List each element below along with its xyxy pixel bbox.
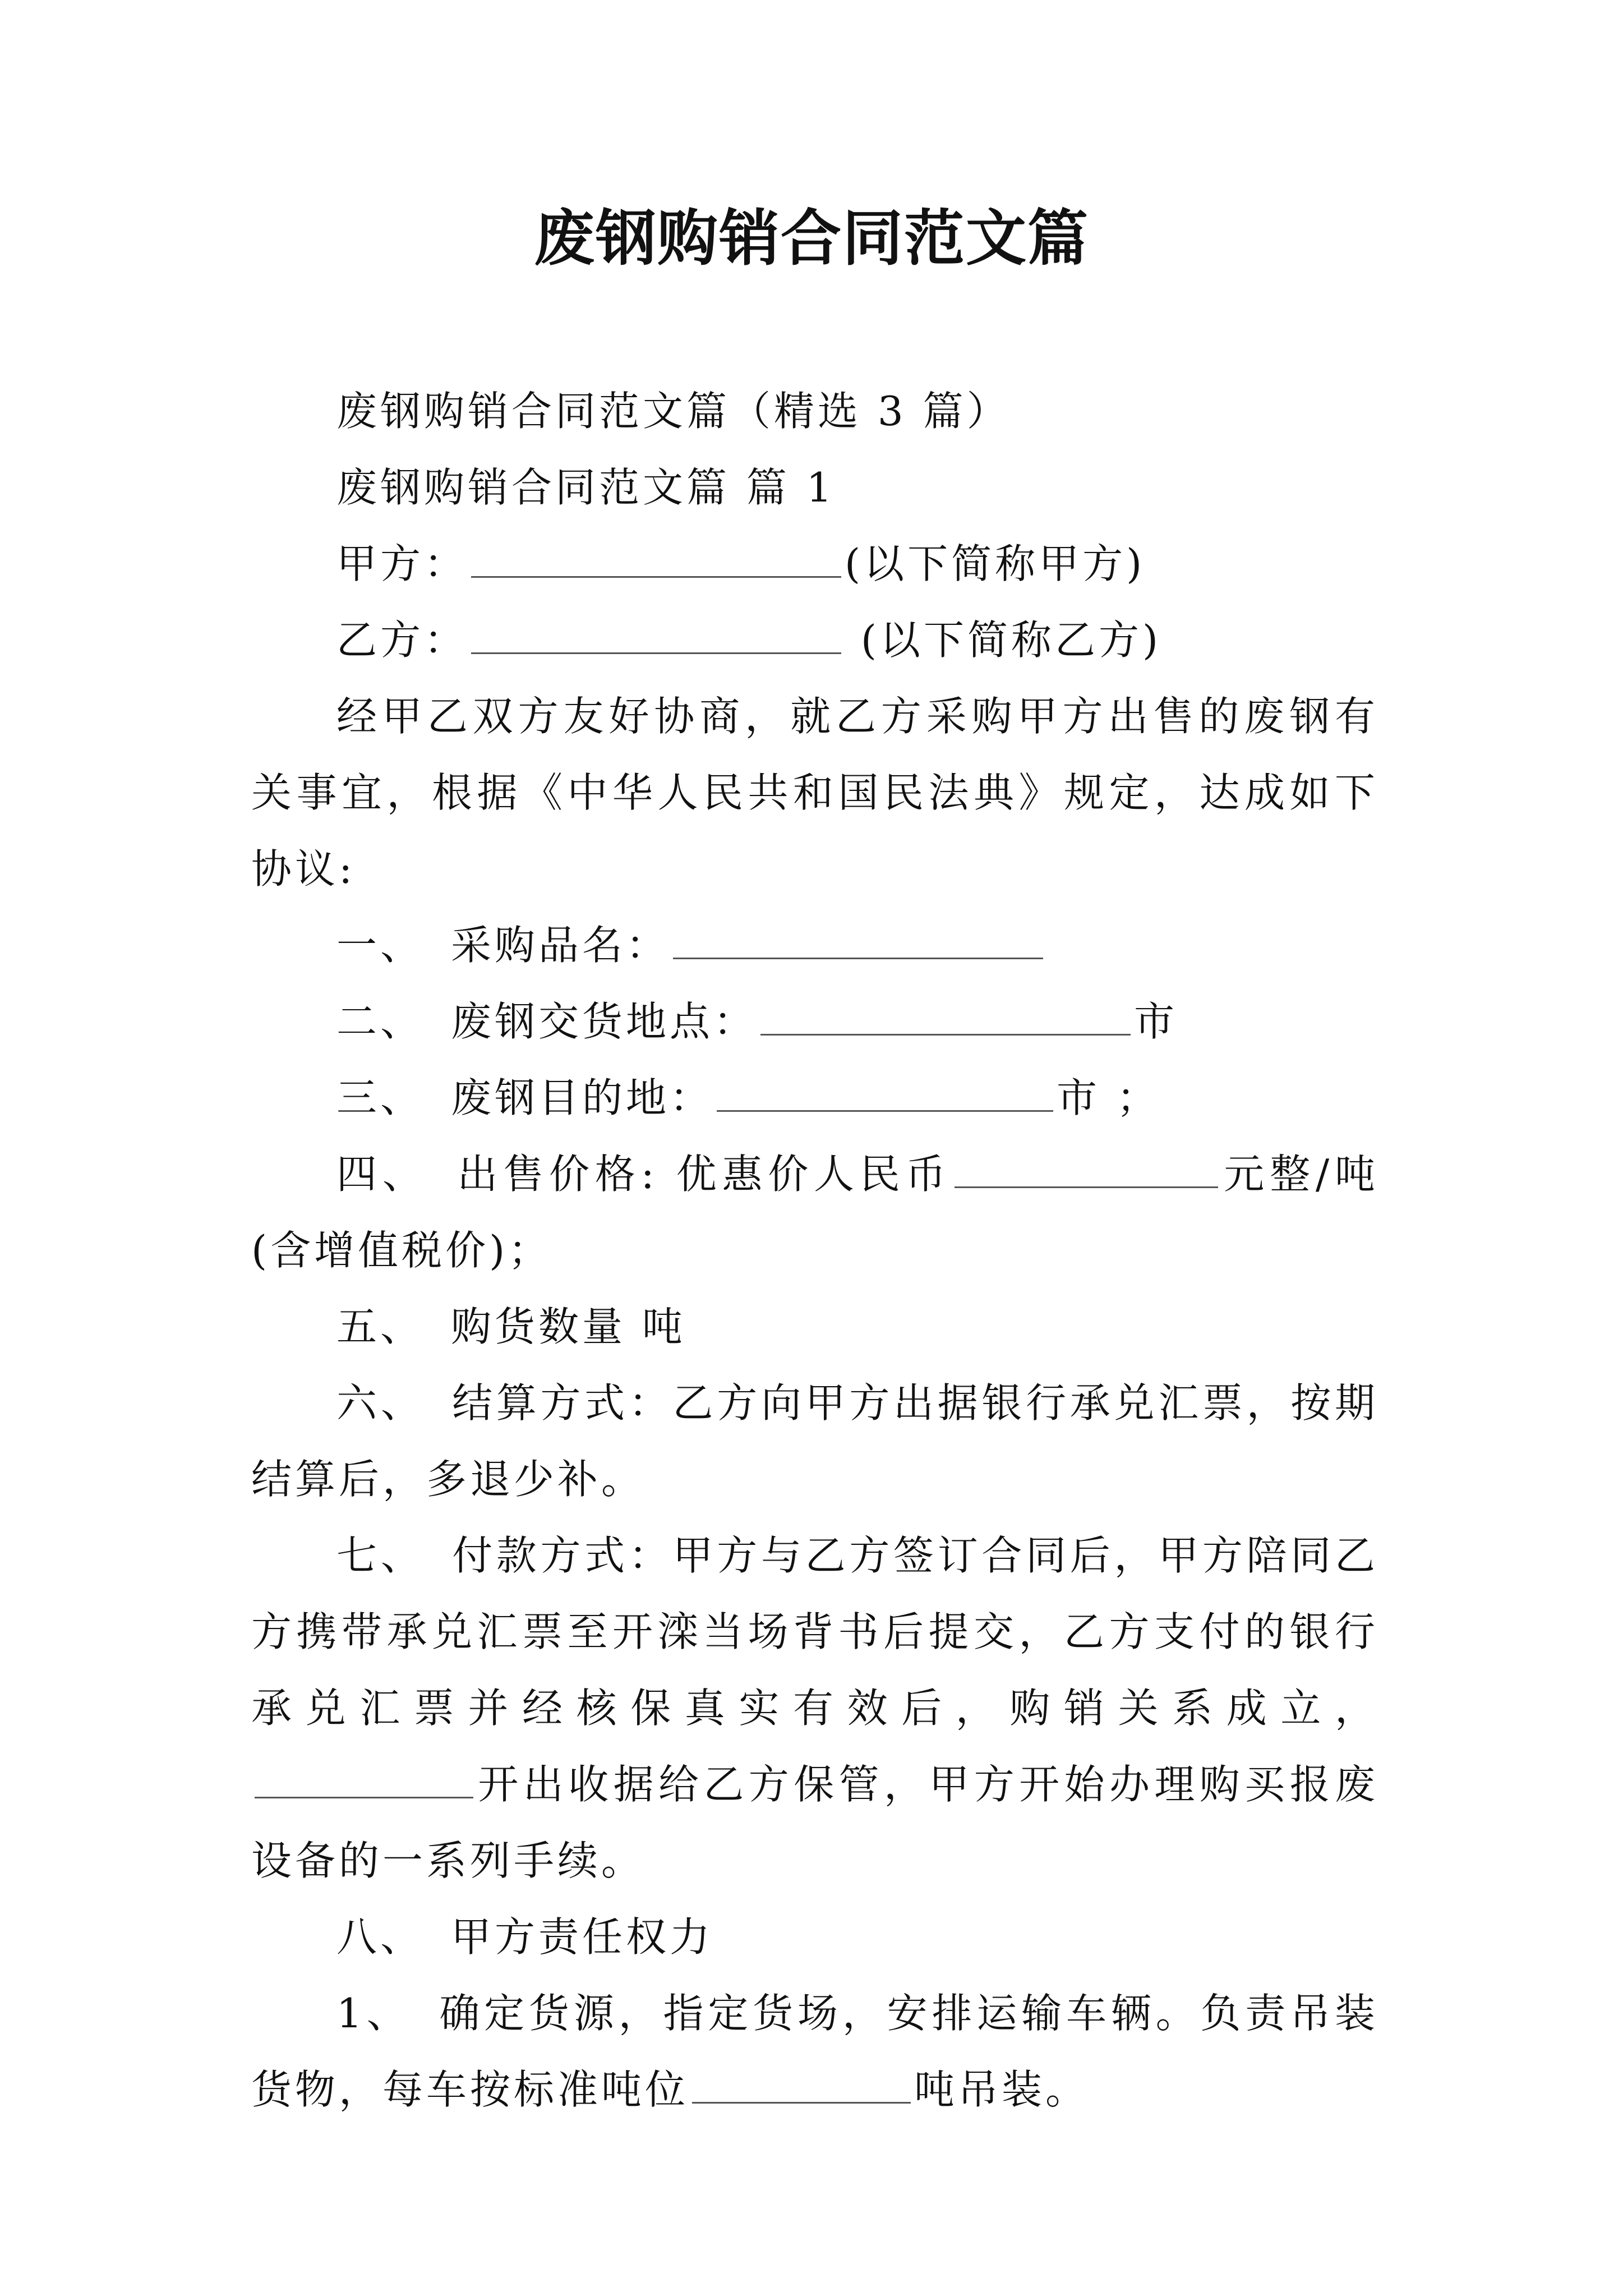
clause-4-suffix: 元整/吨(含增值税价)； <box>251 1151 1378 1274</box>
clause-7-text-b: 开出收据给乙方保管，甲方开始办理购买报废设备的一系列手续。 <box>251 1761 1378 1884</box>
clause-3-label: 废钢目的地： <box>451 1074 714 1121</box>
collection-heading-text: 废钢购销合同范文篇（精选 3 篇） <box>336 388 1011 435</box>
clause-8-number: 八、 <box>336 1913 425 1961</box>
clause-8-item-1 <box>251 1975 1378 2128</box>
clause-3-number: 三、 <box>336 1074 425 1121</box>
item-1-text-a: 确定货源，指定货场，安排运输车辆。负责吊装货物，每车按标准吨位 <box>251 1990 1378 2113</box>
item-1-text-b: 吨吊装。 <box>914 2066 1090 2113</box>
clause-7-text-a: 付款方式：甲方与乙方签订合同后，甲方陪同乙方携带承兑汇票至开滦当场背书后提交，乙方支付的银行承兑汇票并经核保真实有效后，购销关系成立， <box>251 1532 1378 1732</box>
paragraph-article-heading <box>251 449 1378 526</box>
clause-2-suffix: 市 <box>1134 998 1178 1045</box>
party-a-blank <box>471 539 841 578</box>
document-body <box>251 373 1378 2128</box>
clause-1-number: 一、 <box>336 922 425 969</box>
clause-8-text: 甲方责任权力 <box>451 1913 714 1961</box>
product-name-blank <box>673 921 1043 959</box>
clause-6-text: 结算方式：乙方向甲方出据银行承兑汇票，按期结算后，多退少补。 <box>251 1379 1378 1503</box>
item-1-number: 1、 <box>336 1990 412 2037</box>
clause-3-suffix: 市 ； <box>1057 1074 1160 1121</box>
clause-7-number: 七、 <box>336 1532 425 1579</box>
party-a-label: 甲方： <box>336 540 468 587</box>
party-b-blank <box>471 615 841 654</box>
clause-6 <box>251 1365 1378 1517</box>
clause-4 <box>251 1136 1378 1289</box>
clause-8 <box>251 1899 1378 1975</box>
clause-2-number: 二、 <box>336 998 425 1045</box>
clause-7 <box>251 1517 1378 1899</box>
clause-2-label: 废钢交货地点： <box>451 998 758 1045</box>
paragraph-party-a <box>251 526 1378 602</box>
clause-2 <box>251 983 1378 1060</box>
delivery-place-blank <box>760 997 1131 1036</box>
party-a-suffix: (以下简称甲方) <box>845 540 1146 587</box>
party-b-suffix: (以下简称乙方) <box>845 616 1162 664</box>
preamble-text: 经甲乙双方友好协商，就乙方采购甲方出售的废钢有关事宜，根据《中华人民共和国民法典》规定，达成如下协议: <box>251 693 1378 892</box>
tonnage-blank <box>692 2065 911 2104</box>
paragraph-party-b <box>251 602 1378 678</box>
clause-1 <box>251 907 1378 983</box>
clause-5-number: 五、 <box>336 1303 425 1350</box>
destination-blank <box>717 1073 1053 1112</box>
clause-5-label: 购货数量 吨 <box>451 1303 686 1350</box>
clause-5 <box>251 1289 1378 1365</box>
price-blank <box>955 1149 1218 1188</box>
document-title: 废钢购销合同范文篇 <box>533 203 1089 274</box>
paragraph-collection-heading <box>251 373 1378 449</box>
article-heading-text: 废钢购销合同范文篇 篇 1 <box>336 464 836 511</box>
paragraph-preamble <box>251 678 1378 907</box>
clause-6-number: 六、 <box>336 1379 425 1427</box>
clause-4-number: 四、 <box>336 1151 428 1198</box>
receipt-issuer-blank <box>255 1760 473 1798</box>
clause-1-label: 采购品名： <box>451 922 670 969</box>
party-b-label: 乙方： <box>336 616 468 664</box>
clause-4-label: 出售价格: 优惠价人民币 <box>455 1151 952 1198</box>
clause-3 <box>251 1060 1378 1136</box>
